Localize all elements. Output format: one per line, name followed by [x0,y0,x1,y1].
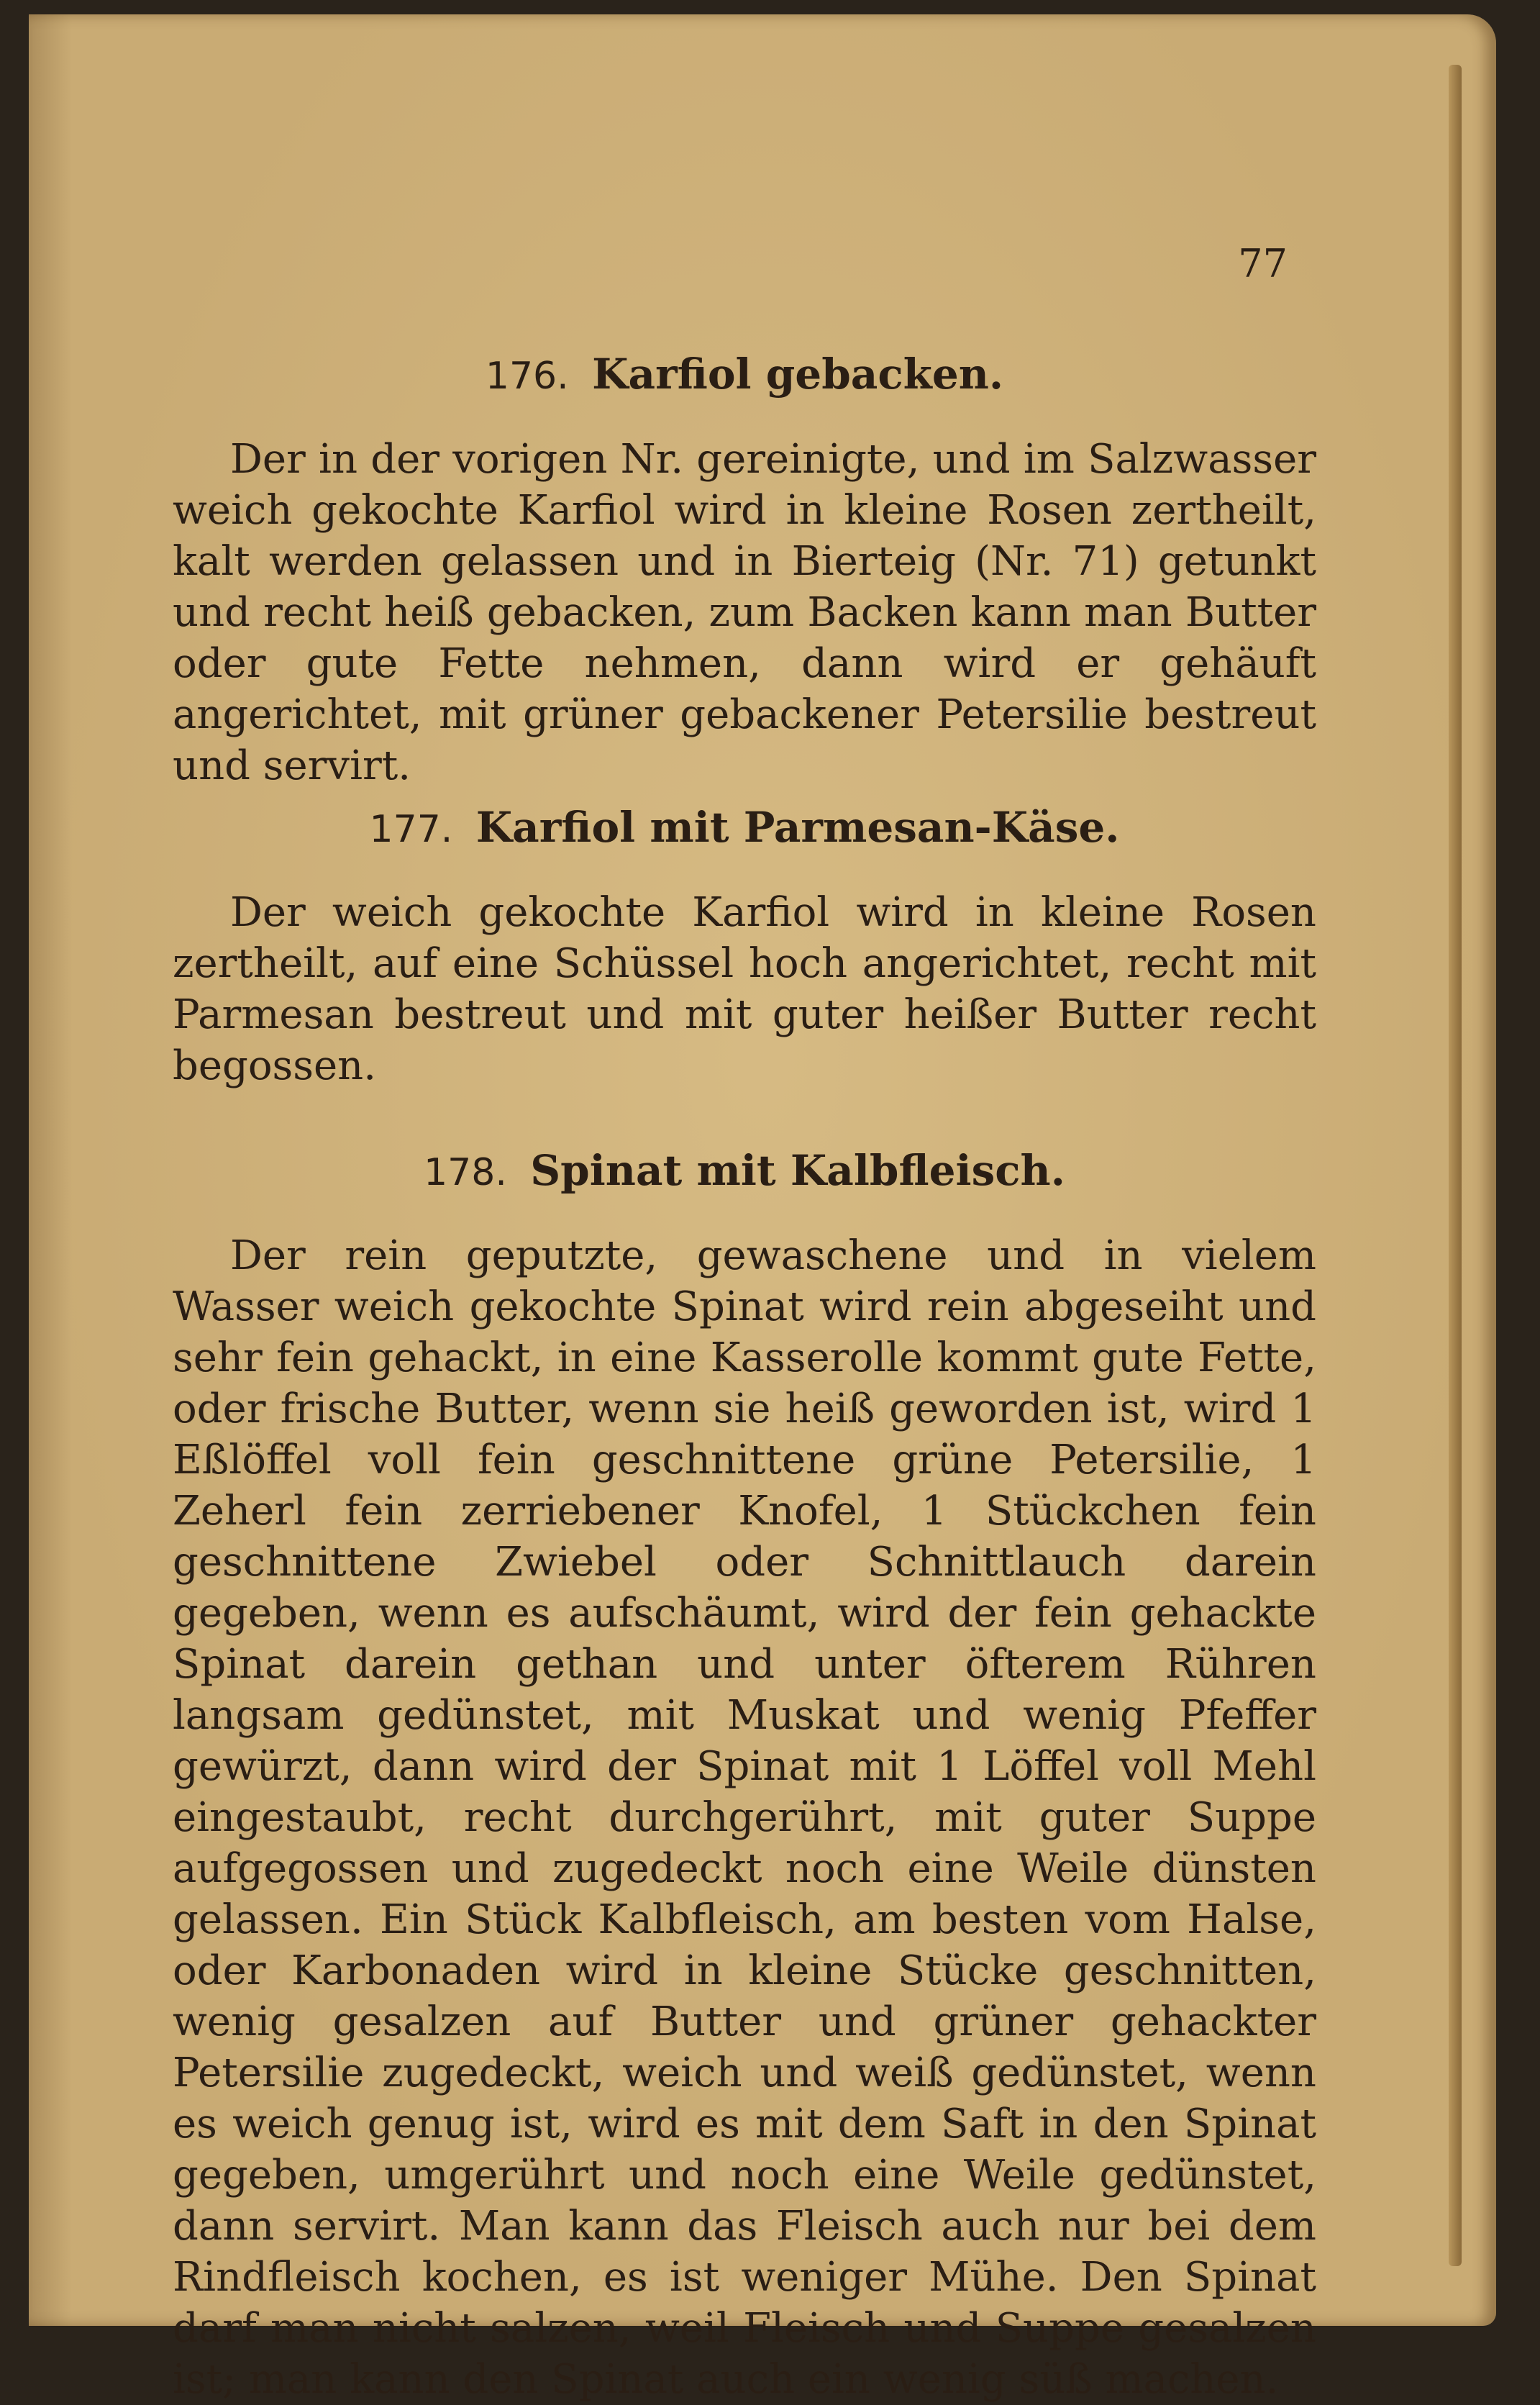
recipe-body: Der in der vorigen Nr. gereinigte, und im Salzwasser weich gekochte Karfiol wird in kleine Rosen zertheilt, kalt werden gelassen und in Bierteig (Nr. 71) getunkt und recht heiß gebacken, zum Backen kann man Butter oder gute Fette nehmen, dann wird er gehäuft angerichtet, mit grüner gebackener Petersilie bestreut und servirt. [173,436,1316,789]
page-text [173,237,1316,2405]
recipe-title [173,799,1316,858]
recipe-number: 177. [369,808,453,851]
page-edge [1449,65,1462,2266]
recipe-title [173,1142,1316,1201]
recipe-body: Der weich gekochte Karfiol wird in kleine Rosen zertheilt, auf eine Schüssel hoch angerichtet, recht mit Parmesan bestreut und mit guter heißer Butter recht begossen. [173,889,1316,1089]
recipe-number: 176. [485,355,569,398]
recipe-title [173,345,1316,405]
recipe-name: Spinat mit Kalbfleisch. [530,1146,1065,1195]
recipe-name: Karfiol mit Parmesan-Käse. [475,803,1120,852]
recipe-number: 178. [424,1151,507,1194]
page-number: 77 [1238,241,1288,286]
recipe-body: Der rein geputzte, gewaschene und in vielem Wasser weich gekochte Spinat wird rein abgeseiht und sehr fein gehackt, in eine Kasserolle kommt gute Fette, oder frische Butter, wenn sie heiß geworden ist, wird 1 Eßlöffel voll fein geschnittene grüne Petersilie, 1 Zeherl fein zerriebener Knofel, 1 Stückchen fein geschnittene Zwiebel oder Schnittlauch darein gegeben, wenn es aufschäumt, wird der fein gehackte Spinat darein gethan und unter öfterem Rühren langsam gedünstet, mit Muskat und wenig Pfeffer gewürzt, dann wird der Spinat mit 1 Löffel voll Mehl eingestaubt, recht durchgerührt, mit guter Suppe aufgegossen und zugedeckt noch eine Weile dünsten gelassen. Ein Stück Kalbfleisch, am besten vom Halse, oder Karbonaden wird in kleine Stücke geschnitten, wenig gesalzen auf Butter und grüner gehackter Petersilie zugedeckt, weich und weiß gedünstet, wenn es weich genug ist, wird es mit dem Saft in den Spinat gegeben, umgerührt und noch eine Weile gedünstet, dann servirt. Man kann das Fleisch auch nur bei dem Rindfleisch kochen, es ist weniger Mühe. Den Spinat darf man nicht salzen, weil Fleisch und Suppe gesalzen ist; man kann den Spinat auch ein wenig süß machen. [173,1232,1316,2403]
recipe-name: Karfiol gebacken. [592,350,1004,399]
